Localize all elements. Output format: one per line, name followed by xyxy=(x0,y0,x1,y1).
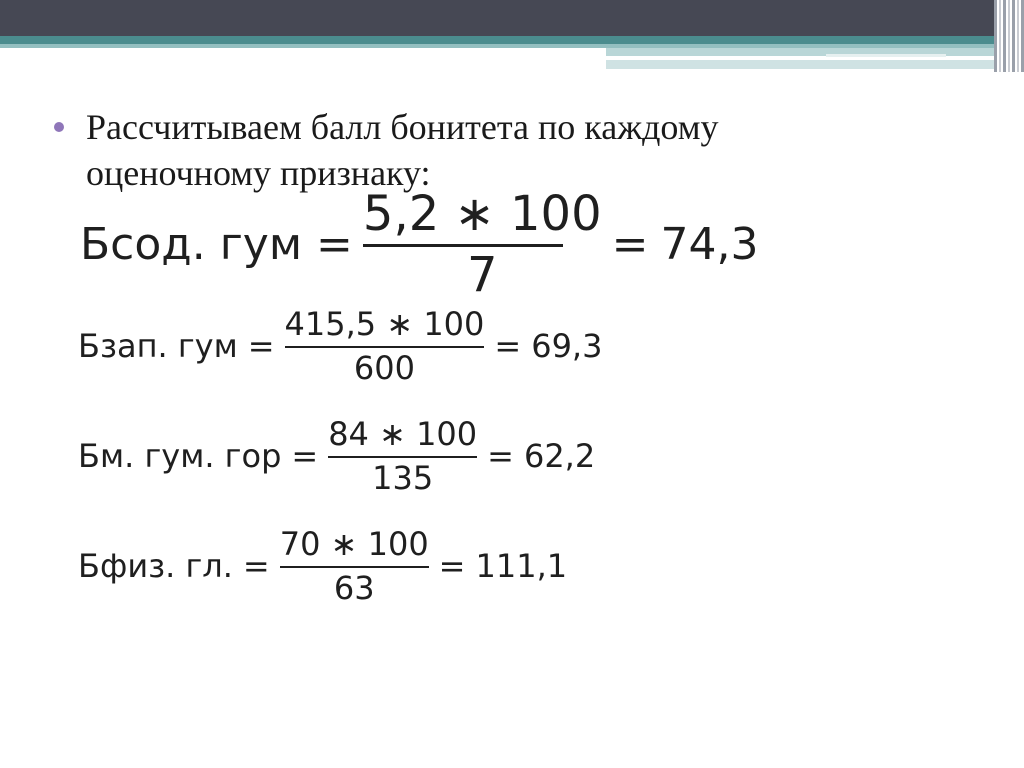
header-accent-bar xyxy=(826,54,946,57)
fraction-bar xyxy=(363,244,563,247)
fraction-denominator: 7 xyxy=(466,247,498,303)
equals-sign: = xyxy=(316,219,353,270)
fraction xyxy=(328,415,478,497)
equation-result: 62,2 xyxy=(523,437,596,475)
fraction-bar xyxy=(285,346,485,348)
fraction xyxy=(284,305,485,387)
equals-sign: = xyxy=(438,547,466,585)
header-accent-bar xyxy=(606,48,1024,56)
header-accent-bar xyxy=(606,60,1024,69)
equals-sign: = xyxy=(487,437,514,475)
equation xyxy=(78,525,568,607)
header-vertical-stripes xyxy=(994,0,1024,72)
fraction xyxy=(279,525,429,607)
fraction-denominator: 63 xyxy=(333,569,375,607)
equation-lhs: Бсод. гум xyxy=(80,219,303,270)
equals-sign: = xyxy=(247,327,275,365)
header-band-teal xyxy=(0,36,1024,44)
equation-result: 111,1 xyxy=(475,547,568,585)
fraction xyxy=(362,186,602,303)
equation xyxy=(80,186,759,303)
fraction-bar xyxy=(280,566,429,568)
equation-lhs: Бзап. гум xyxy=(78,327,238,365)
equals-sign: = xyxy=(494,327,522,365)
fraction-numerator: 415,5 ∗ 100 xyxy=(284,305,485,343)
header-band-dark xyxy=(0,0,1024,36)
equation-result: 74,3 xyxy=(660,219,759,270)
equals-sign: = xyxy=(242,547,270,585)
fraction-numerator: 84 ∗ 100 xyxy=(328,415,478,453)
equals-sign: = xyxy=(611,219,649,270)
equation-result: 69,3 xyxy=(531,327,603,365)
fraction-bar xyxy=(328,456,477,458)
fraction-numerator: 5,2 ∗ 100 xyxy=(362,186,602,242)
equation-lhs: Бфиз. гл. xyxy=(78,547,233,585)
bullet-text: Рассчитываем балл бонитета по каждому оценочному признаку: xyxy=(86,107,719,193)
equals-sign: = xyxy=(291,437,319,475)
equation xyxy=(78,415,596,497)
fraction-numerator: 70 ∗ 100 xyxy=(279,525,429,563)
equation xyxy=(78,305,603,387)
fraction-denominator: 135 xyxy=(372,459,434,497)
fraction-denominator: 600 xyxy=(353,349,415,387)
bullet-dot-icon xyxy=(54,122,64,132)
equation-lhs: Бм. гум. гор xyxy=(78,437,282,475)
